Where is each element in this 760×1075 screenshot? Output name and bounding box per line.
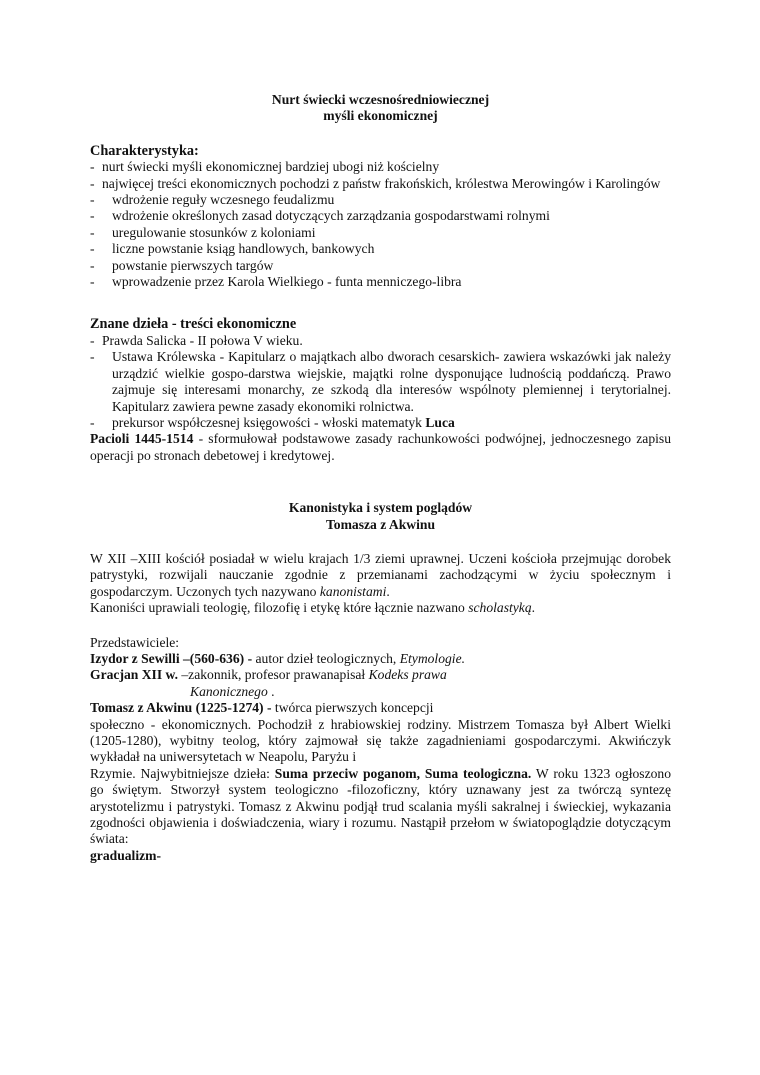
list-item: - wdrożenie reguły wczesnego feudalizmu	[90, 192, 335, 208]
reps-label: Przedstawiciele:	[90, 634, 180, 650]
luca-name: Luca	[425, 414, 455, 430]
tomasz-line: Tomasz z Akwinu (1225-1274) - twórca pierwszych koncepcji	[90, 700, 434, 716]
tomasz-paragraph-2: Rzymie. Najwybitniejsze dzieła: Suma przeciw poganom, Suma teologiczna. W roku 1323 ogłoszono go świętym. Stworzył system teologiczno -filozoficzny, który uznawany jest za twórczą syntezę arystotelizmu i patrystyki. Tomasz z Akwinu podjął trud scalania myśli sakralnej i świeckiej, wykazania zgodności objawienia i doświadczenia, wiary i rozumu. Nastąpił przełom w światopoglądzie dotyczącym świata:	[90, 765, 672, 847]
gracjan-line-2: Kanonicznego .	[190, 683, 275, 699]
list-item: - wdrożenie określonych zasad dotyczących zarządzania gospodarstwami rolnymi	[90, 208, 550, 224]
list-item: - Prawda Salicka - II połowa V wieku.	[90, 332, 303, 348]
section2-title-line2: Tomasza z Akwinu	[325, 516, 436, 532]
kanon-paragraph-1: W XII –XIII kościół posiadał w wielu krajach 1/3 ziemi uprawnej. Uczeni kościoła przejmując dorobek patrystyki, rozwijali nauczanie zgodnie z przemianami zachodzącymi w życiu społecznym i gospodarczym. Uczonych tych nazywano kanonistami.	[90, 550, 671, 599]
charakterystyka-list	[90, 192, 671, 290]
pacioli-name: Pacioli 1445-1514	[90, 431, 194, 447]
section1-title-line1: Nurt świecki wczesnośredniowiecznej	[271, 92, 490, 107]
tomasz-paragraph-1: społeczno - ekonomicznych. Pochodził z hrabiowskiej rodziny. Mistrzem Tomasza był Albert Wielki (1205-1280), wybitny teolog, który zajmował się także zagadnieniami gospodarczymi. Akwińczyk wykładał na uniwersytetach w Neapolu, Paryżu i	[90, 716, 671, 765]
document-page	[90, 92, 671, 864]
list-item: - Ustawa Królewska - Kapitularz o majątkach albo dworach cesarskich- zawiera wskazówki jak należy urządzić wielkie gospo-darstwa wiejskie, majątki rolne dysponujące ludnością poddańczą. Prawo zajmuje się interesami monarchy, ze szkodą dla interesów wspólnoty plemiennej i terytorialnej. Kapitularz zawiera pewne zasady ekonomiki rolnictwa.	[90, 349, 671, 414]
pacioli-paragraph: Pacioli 1445-1514 - sformułował podstawowe zasady rachunkowości podwójnej, jednoczesnego zapisu operacji po stronach debetowej i kredytowej.	[90, 431, 671, 463]
list-item: - nurt świecki myśli ekonomicznej bardziej ubogi niż kościelny	[90, 159, 440, 175]
list-item: - liczne powstanie ksiąg handlowych, bankowych	[90, 241, 375, 257]
list-item: - wprowadzenie przez Karola Wielkiego - funta menniczego-libra	[90, 274, 462, 290]
charakterystyka-heading: Charakterystyka:	[90, 142, 199, 159]
list-item: - prekursor współczesnej księgowości - włoski matematyk Luca	[90, 414, 455, 430]
section2-title-line1: Kanonistyka i system poglądów	[288, 500, 473, 516]
kanon-paragraph-2: Kanoniści uprawiali teologię, filozofię i etykę które łącznie nazwano scholastyką.	[90, 600, 536, 616]
list-item: - uregulowanie stosunków z koloniami	[90, 224, 316, 240]
izydor-line: Izydor z Sewilli –(560-636) - autor dzieł teologicznych, Etymologie.	[90, 650, 466, 666]
dziela-heading: Znane dzieła - treści ekonomiczne	[90, 316, 297, 333]
charakterystyka-intro-list	[90, 159, 671, 192]
gracjan-line: Gracjan XII w. –zakonnik, profesor prawanapisał Kodeks prawa	[90, 667, 447, 683]
dziela-list	[90, 333, 671, 431]
section1-title-line2: myśli ekonomicznej	[323, 108, 438, 124]
section2-title	[90, 500, 671, 533]
list-item: - powstanie pierwszych targów	[90, 257, 274, 273]
section1-title	[90, 92, 671, 125]
gradualizm-term: gradualizm-	[90, 847, 161, 863]
list-item: - najwięcej treści ekonomicznych pochodzi z państw frakońskich, królestwa Merowingów i Karolingów	[90, 175, 661, 191]
